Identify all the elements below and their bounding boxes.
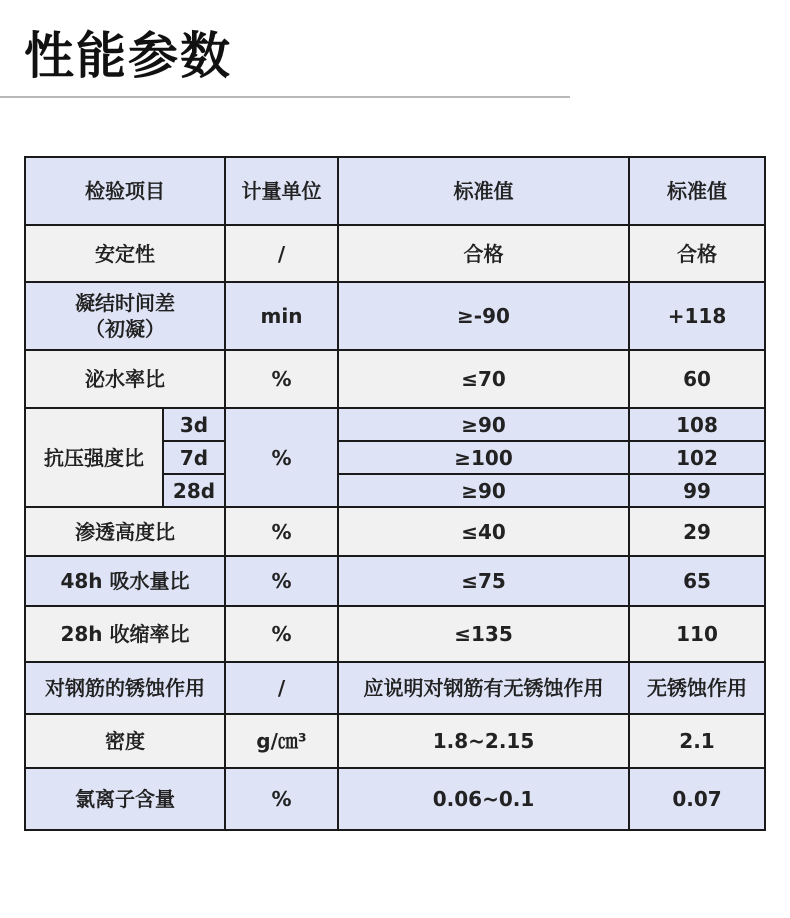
table-row [25,662,765,714]
row-item: 抗压强度比 [25,408,163,507]
row-standard: ≤40 [338,507,629,556]
row-unit: / [225,225,338,282]
performance-parameters-table [24,156,766,831]
header-measured: 标准值 [629,157,765,225]
sub-age: 3d [163,408,225,441]
table-row [25,282,765,350]
row-measured: 99 [629,474,765,507]
row-measured: 2.1 [629,714,765,768]
row-measured: 无锈蚀作用 [629,662,765,714]
row-measured: 29 [629,507,765,556]
row-item-line: （初凝） [85,317,165,341]
row-unit: % [225,606,338,662]
row-standard: 应说明对钢筋有无锈蚀作用 [338,662,629,714]
row-measured: +118 [629,282,765,350]
row-unit: g/㎝³ [225,714,338,768]
row-standard: 0.06~0.1 [338,768,629,830]
page-title: 性能参数 [24,27,232,85]
sub-age: 28d [163,474,225,507]
row-measured: 65 [629,556,765,606]
row-item: 渗透高度比 [25,507,225,556]
row-standard: ≤135 [338,606,629,662]
row-standard: ≤70 [338,350,629,408]
table-row [25,408,765,441]
table-row [25,507,765,556]
row-standard: 1.8~2.15 [338,714,629,768]
row-item: 48h 吸水量比 [25,556,225,606]
row-item-line: 凝结时间差 [75,291,175,315]
sub-age: 7d [163,441,225,474]
row-measured: 60 [629,350,765,408]
header-standard: 标准值 [338,157,629,225]
row-measured: 合格 [629,225,765,282]
row-measured: 0.07 [629,768,765,830]
row-standard: ≥90 [338,474,629,507]
row-standard: ≥90 [338,408,629,441]
header-unit: 计量单位 [225,157,338,225]
header-item: 检验项目 [25,157,225,225]
row-item: 密度 [25,714,225,768]
row-item: 对钢筋的锈蚀作用 [25,662,225,714]
row-unit: % [225,556,338,606]
row-unit: % [225,350,338,408]
table-row [25,714,765,768]
row-measured: 102 [629,441,765,474]
row-item: 安定性 [25,225,225,282]
title-divider [0,96,570,98]
row-item [25,282,225,350]
row-unit: / [225,662,338,714]
table-row [25,350,765,408]
row-unit: % [225,507,338,556]
row-standard: 合格 [338,225,629,282]
row-standard: ≤75 [338,556,629,606]
table-row [25,225,765,282]
row-standard: ≥-90 [338,282,629,350]
table-row [25,768,765,830]
row-unit: % [225,768,338,830]
row-unit: min [225,282,338,350]
row-item: 氯离子含量 [25,768,225,830]
table-row [25,606,765,662]
row-item: 泌水率比 [25,350,225,408]
table-row [25,556,765,606]
row-measured: 108 [629,408,765,441]
row-item: 28h 收缩率比 [25,606,225,662]
row-measured: 110 [629,606,765,662]
table-header-row [25,157,765,225]
row-standard: ≥100 [338,441,629,474]
row-unit: % [225,408,338,507]
